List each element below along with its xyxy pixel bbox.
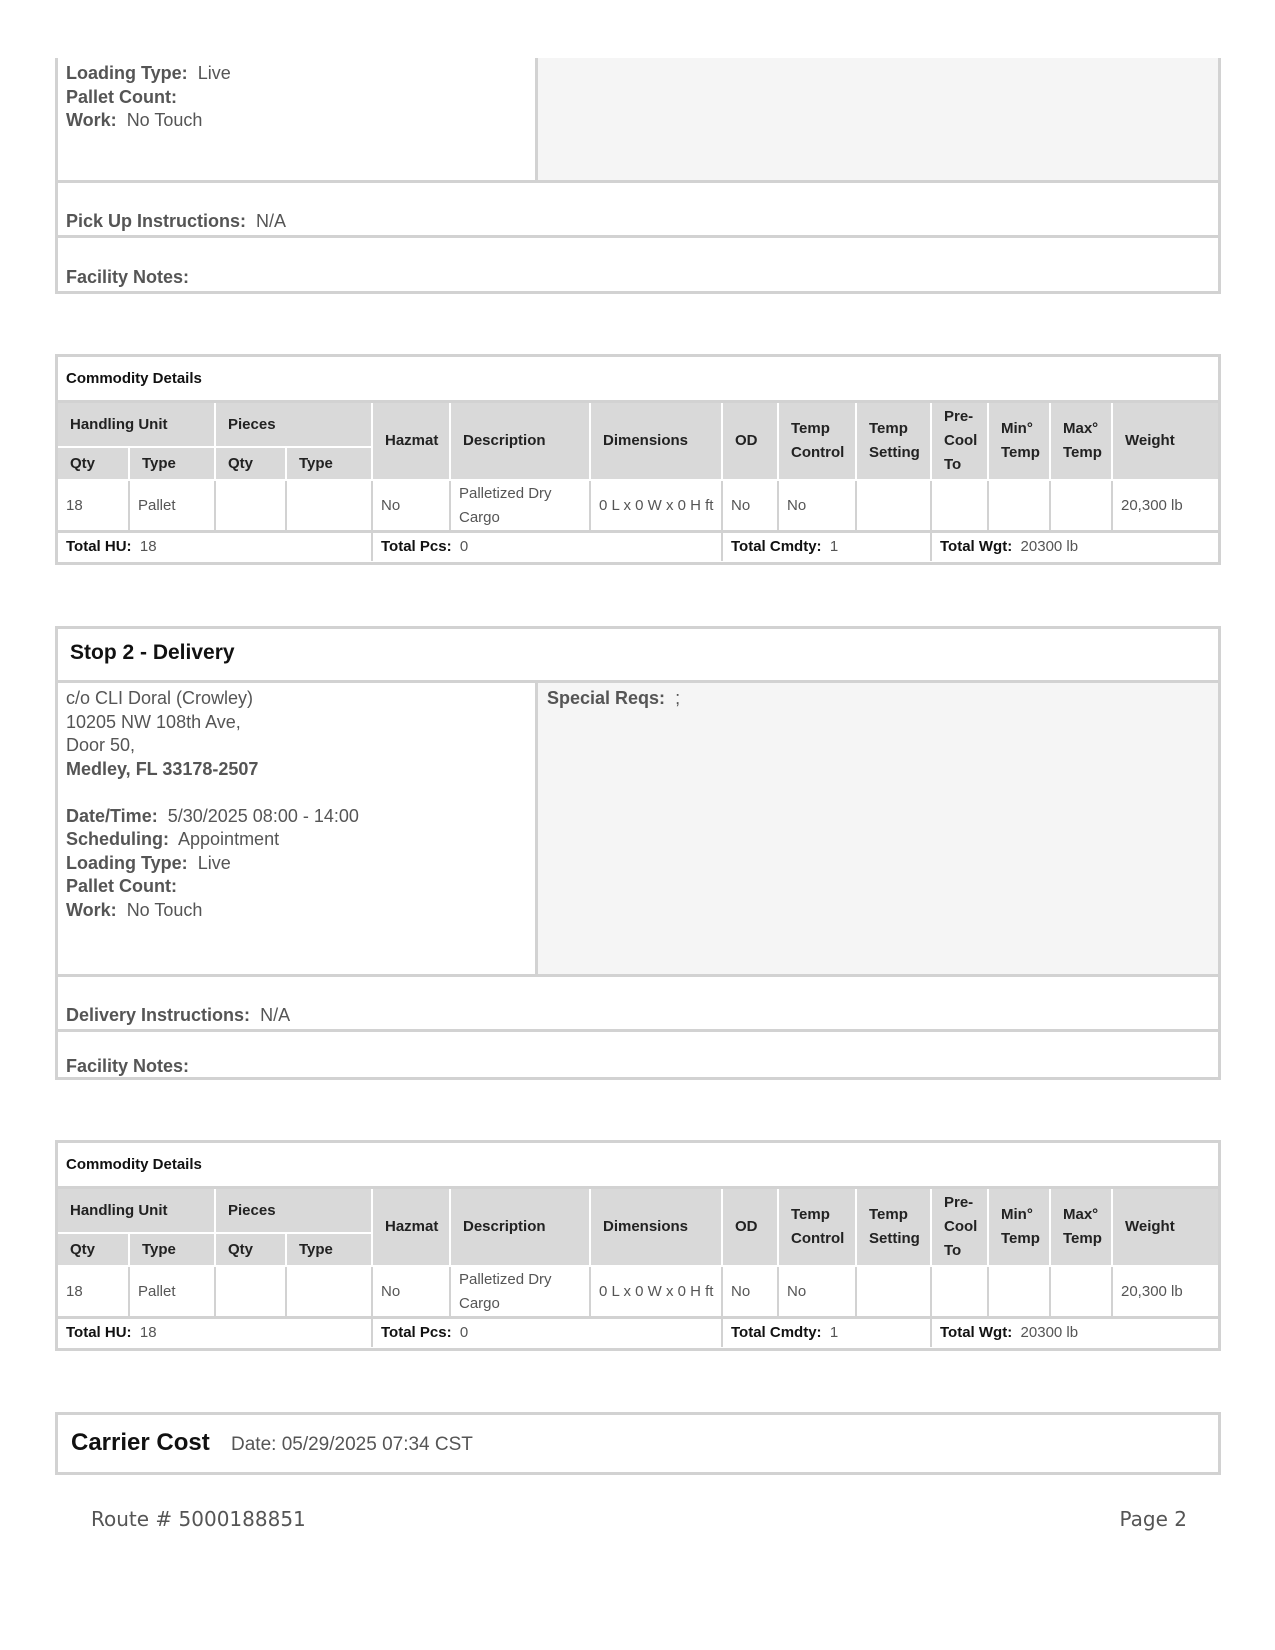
total-hu: Total HU: 18	[58, 533, 373, 561]
cell-pre-cool	[932, 481, 989, 530]
cell-od: No	[723, 481, 779, 530]
totals-row	[58, 1319, 1218, 1347]
header-hazmat: Hazmat	[373, 1189, 451, 1267]
address-line-1: c/o CLI Doral (Crowley)	[66, 688, 254, 708]
header-temp-setting: Temp Setting	[857, 403, 932, 481]
cell-description: Palletized Dry Cargo	[451, 481, 591, 530]
cell-pre-cool	[932, 1267, 989, 1316]
commodity-details-table-1	[55, 354, 1221, 565]
pallet-count-line: Pallet Count:	[66, 86, 177, 107]
commodity-details-title: Commodity Details	[58, 1143, 1218, 1189]
stop-2-special-reqs	[538, 683, 1218, 974]
header-max-temp: Max° Temp	[1051, 1189, 1113, 1267]
address-line-3: Door 50,	[66, 735, 136, 755]
header-min-temp: Min° Temp	[989, 1189, 1051, 1267]
page-number: Page 2	[1119, 1507, 1187, 1531]
pallet-count-line: Pallet Count:	[66, 876, 177, 896]
work-line: Work: No Touch	[66, 899, 203, 920]
header-pc-qty: Qty	[216, 448, 287, 481]
cell-min-temp	[989, 481, 1051, 530]
table-header	[58, 1189, 1218, 1267]
header-od: OD	[723, 403, 779, 481]
header-min-temp: Min° Temp	[989, 403, 1051, 481]
date-time-line: Date/Time: 5/30/2025 08:00 - 14:00	[66, 805, 359, 826]
cell-min-temp	[989, 1267, 1051, 1316]
header-pc-type: Type	[287, 448, 373, 481]
delivery-instructions-value: N/A	[260, 1005, 291, 1025]
cell-hu-qty: 18	[58, 481, 130, 530]
total-pcs: Total Pcs: 0	[373, 533, 723, 561]
header-pieces: Pieces	[216, 1189, 373, 1234]
stop-1-details	[58, 58, 538, 180]
header-hazmat: Hazmat	[373, 403, 451, 481]
header-pre-cool: Pre-Cool To	[932, 1189, 989, 1267]
stop-1-facility-notes-row	[58, 235, 1218, 291]
pickup-instructions-value: N/A	[256, 211, 287, 231]
header-pieces: Pieces	[216, 403, 373, 448]
total-wgt: Total Wgt: 20300 lb	[940, 538, 1079, 555]
cell-weight: 20,300 lb	[1121, 1282, 1183, 1300]
stop-2-section	[55, 626, 1221, 1080]
header-hu-type: Type	[130, 1234, 216, 1267]
header-hu-qty: Qty	[58, 1234, 130, 1267]
stop-2-facility-notes-row	[58, 1029, 1218, 1080]
work-line: Work: No Touch	[66, 110, 203, 130]
stop-1-section	[55, 58, 1221, 294]
header-temp-control: Temp Control	[779, 1189, 857, 1267]
stop-title: Stop 2 - Delivery	[58, 629, 1218, 683]
cell-temp-setting	[857, 481, 932, 530]
header-handling-unit: Handling Unit	[58, 403, 216, 448]
cell-hu-type: Pallet	[130, 1267, 216, 1316]
cell-hazmat: No	[373, 481, 451, 530]
cell-pc-qty	[216, 1267, 287, 1316]
stop-2-details	[58, 683, 538, 974]
header-dimensions: Dimensions	[591, 403, 723, 481]
totals-row	[58, 533, 1218, 561]
total-cmdty: Total Cmdty: 1	[723, 1319, 932, 1347]
delivery-instructions-row	[58, 974, 1218, 1029]
cell-temp-control: No	[779, 481, 857, 530]
facility-notes-label: Facility Notes:	[66, 267, 190, 287]
cell-weight: 20,300 lb	[1121, 496, 1183, 514]
cell-od: No	[723, 1267, 779, 1316]
header-pc-qty: Qty	[216, 1234, 287, 1267]
table-row	[58, 481, 1218, 533]
total-wgt: Total Wgt: 20300 lb	[940, 1324, 1079, 1341]
stop-1-special-reqs	[538, 58, 1218, 180]
loading-type-line: Loading Type: Live	[66, 63, 231, 83]
cell-dimensions: 0 L x 0 W x 0 H ft	[591, 481, 723, 530]
carrier-cost-title: Carrier Cost	[71, 1429, 210, 1456]
scheduling-line: Scheduling: Appointment	[66, 829, 280, 849]
header-pc-type: Type	[287, 1234, 373, 1267]
cell-hazmat: No	[373, 1267, 451, 1316]
facility-notes-label: Facility Notes:	[66, 1056, 190, 1076]
total-hu: Total HU: 18	[58, 1319, 373, 1347]
header-temp-setting: Temp Setting	[857, 1189, 932, 1267]
cell-max-temp	[1051, 481, 1113, 530]
header-temp-control: Temp Control	[779, 403, 857, 481]
table-row	[58, 1267, 1218, 1319]
delivery-instructions-label: Delivery Instructions:	[66, 1005, 251, 1025]
header-hu-type: Type	[130, 448, 216, 481]
commodity-details-table-2	[55, 1140, 1221, 1351]
cell-temp-setting	[857, 1267, 932, 1316]
commodity-details-title: Commodity Details	[58, 357, 1218, 403]
cell-temp-control: No	[779, 1267, 857, 1316]
carrier-cost-section	[55, 1412, 1221, 1475]
cell-dimensions: 0 L x 0 W x 0 H ft	[591, 1267, 723, 1316]
header-description: Description	[451, 1189, 591, 1267]
header-description: Description	[451, 403, 591, 481]
total-cmdty: Total Cmdty: 1	[723, 533, 932, 561]
pickup-instructions-label: Pick Up Instructions:	[66, 211, 247, 231]
special-reqs-label: Special Reqs:	[547, 688, 666, 708]
cell-hu-type: Pallet	[130, 481, 216, 530]
header-weight: Weight	[1113, 403, 1218, 481]
cell-max-temp	[1051, 1267, 1113, 1316]
address-line-2: 10205 NW 108th Ave,	[66, 711, 241, 732]
header-weight: Weight	[1113, 1189, 1218, 1267]
header-dimensions: Dimensions	[591, 1189, 723, 1267]
cell-pc-type	[287, 1267, 373, 1316]
header-handling-unit: Handling Unit	[58, 1189, 216, 1234]
city-state-zip: Medley, FL 33178-2507	[66, 758, 259, 779]
cell-pc-qty	[216, 481, 287, 530]
cell-pc-type	[287, 481, 373, 530]
table-header	[58, 403, 1218, 481]
header-max-temp: Max° Temp	[1051, 403, 1113, 481]
carrier-cost-date: Date: 05/29/2025 07:34 CST	[231, 1434, 473, 1455]
cell-description: Palletized Dry Cargo	[451, 1267, 591, 1316]
header-od: OD	[723, 1189, 779, 1267]
header-hu-qty: Qty	[58, 448, 130, 481]
header-pre-cool: Pre-Cool To	[932, 403, 989, 481]
spacer	[66, 781, 535, 805]
pickup-instructions-row	[58, 180, 1218, 235]
route-number: Route # 5000188851	[91, 1507, 306, 1531]
total-pcs: Total Pcs: 0	[373, 1319, 723, 1347]
special-reqs-value: ;	[675, 688, 681, 708]
cell-hu-qty: 18	[58, 1267, 130, 1316]
loading-type-line: Loading Type: Live	[66, 852, 231, 873]
